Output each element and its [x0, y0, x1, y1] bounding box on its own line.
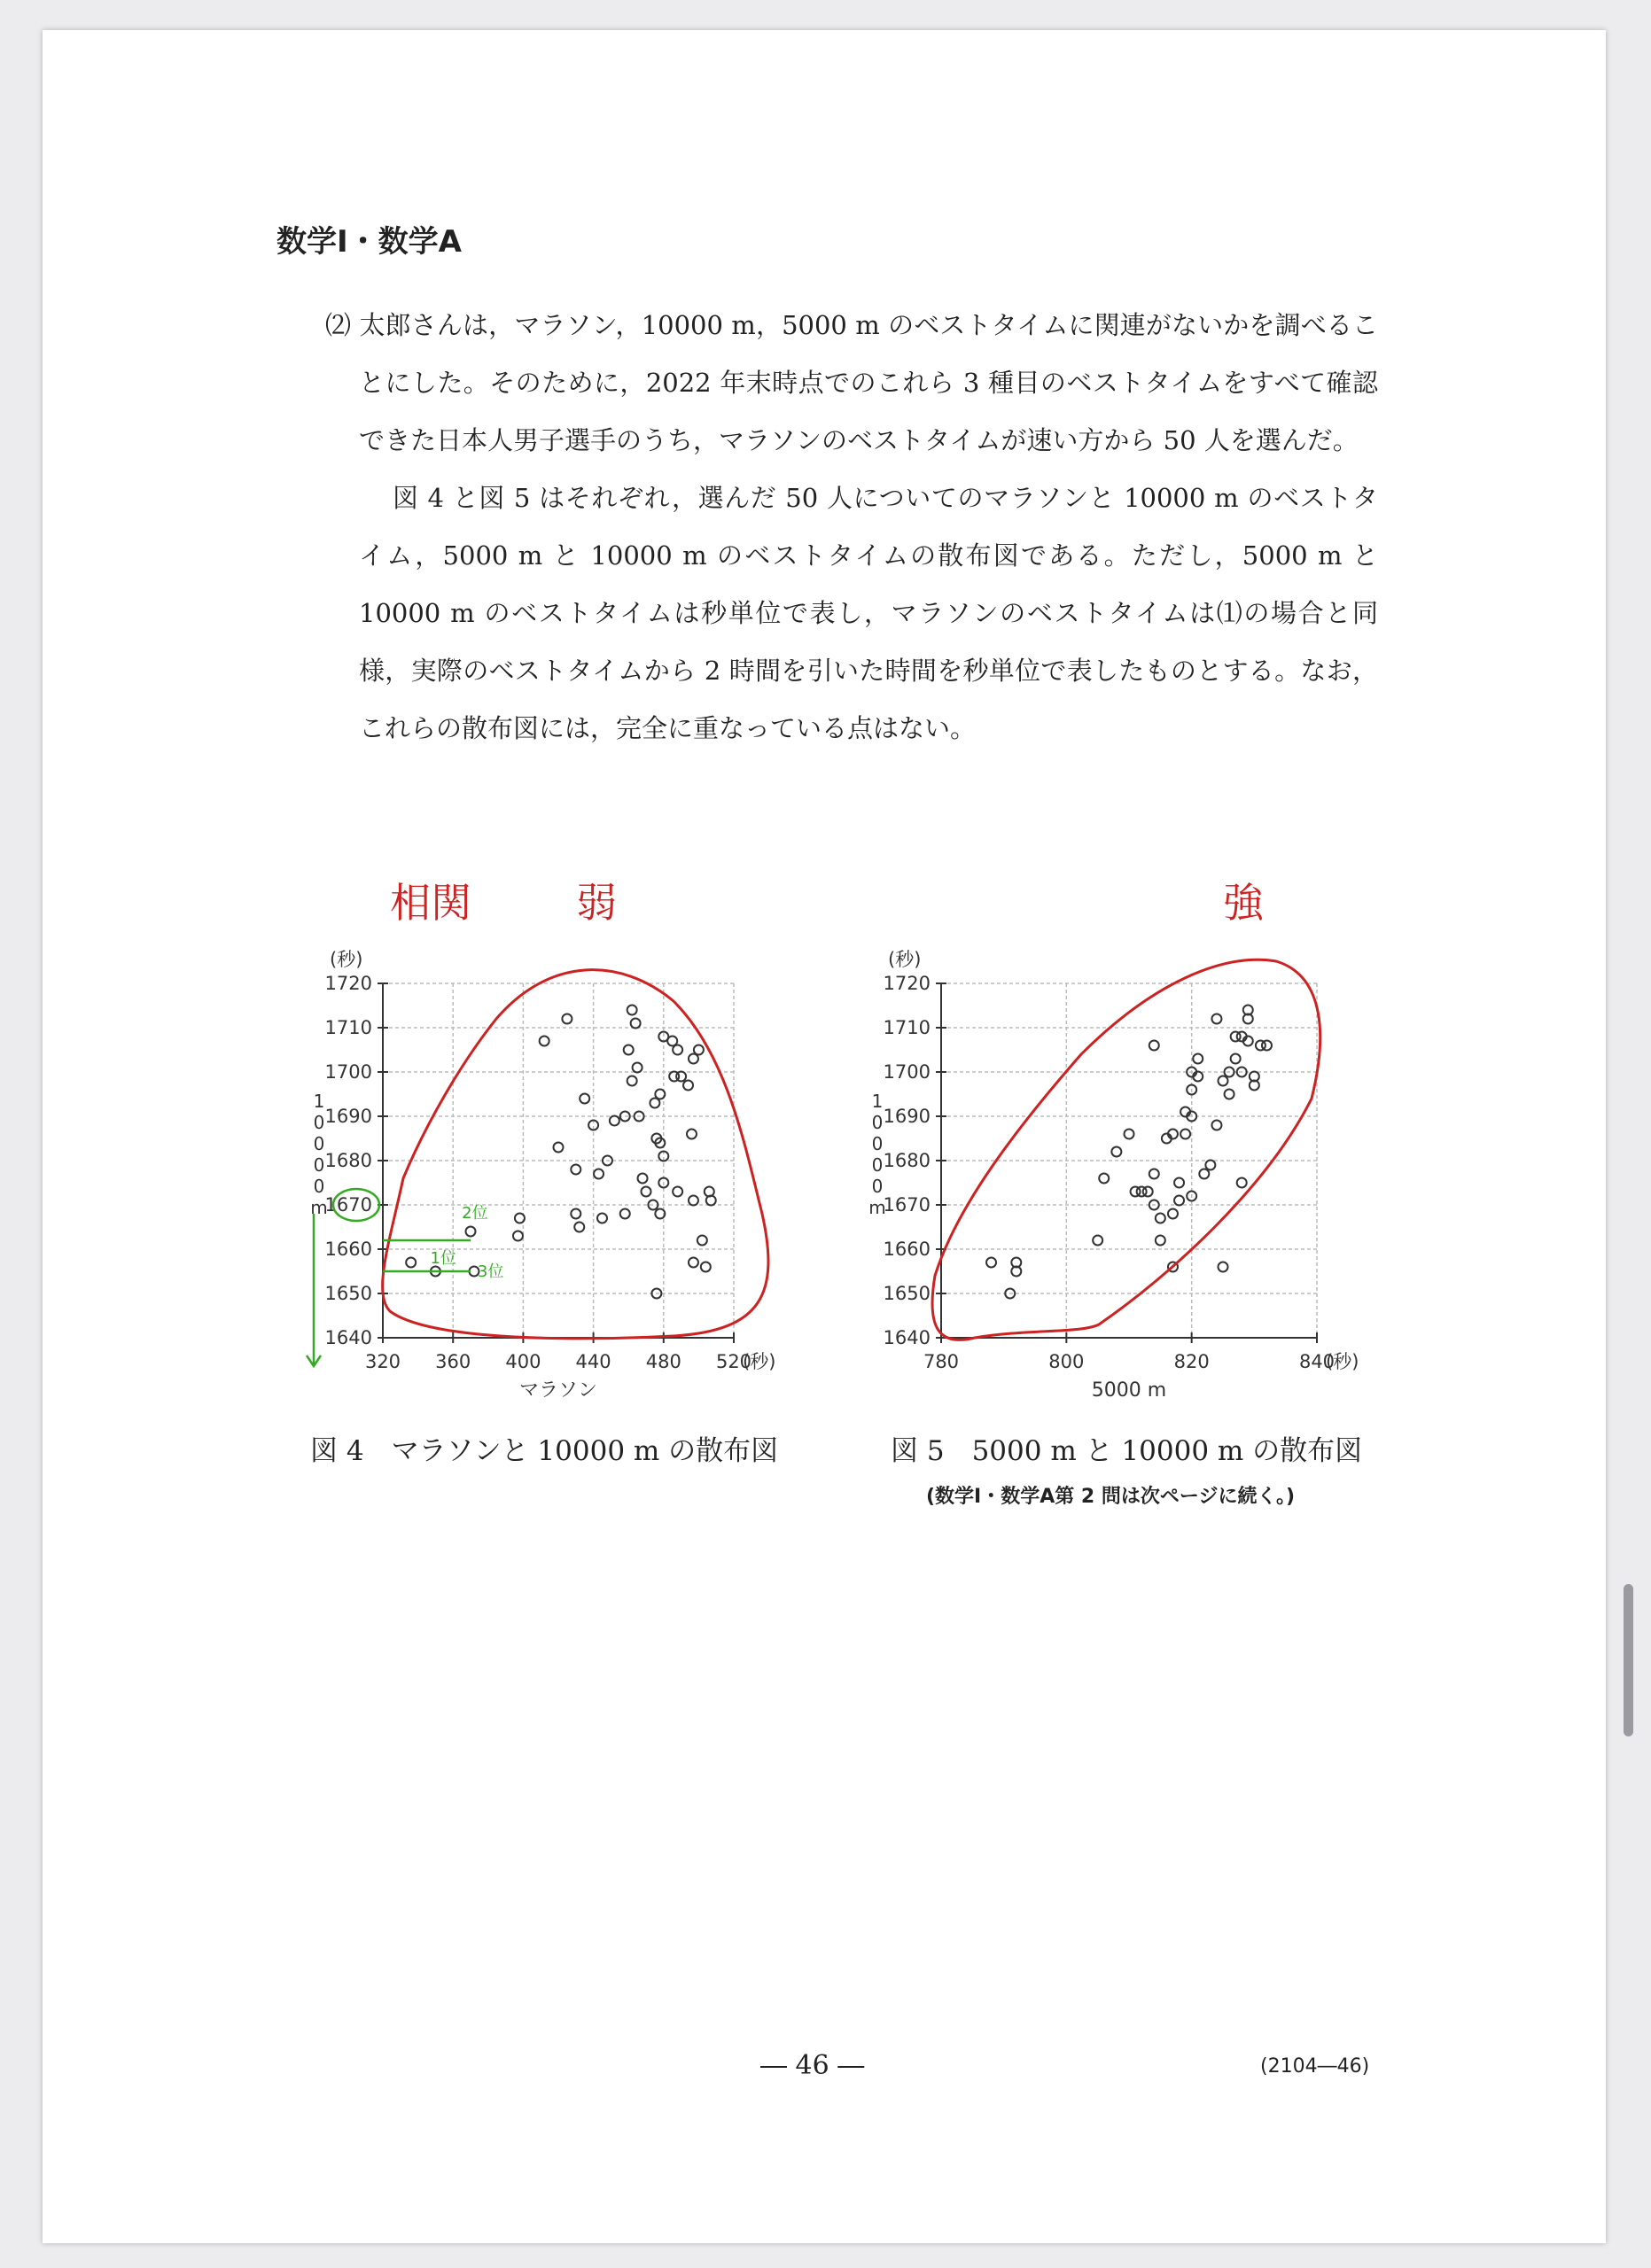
x-tick-label: 320	[364, 1351, 401, 1372]
data-point	[633, 1063, 642, 1073]
data-point	[562, 1014, 572, 1024]
y-unit-label: (秒)	[888, 949, 922, 970]
data-point	[1149, 1169, 1159, 1179]
paragraph-1: ⑵ 太郎さんは，マラソン，10000 m，5000 m のベストタイムに関連がないかを調べることにした。そのために，2022 年末時点でのこれら 3 種目のベストタイムをすべて確認できた日本人男子選手のうち，マラソンのベストタイムが速い方から 50 人を選んだ。	[325, 310, 1378, 455]
data-point	[1205, 1161, 1215, 1170]
annotation-rank3: 3位	[477, 1262, 504, 1281]
y-tick-label: 1660	[883, 1239, 931, 1260]
data-point	[1143, 1187, 1153, 1197]
data-point	[624, 1045, 634, 1055]
y-tick-label: 1720	[324, 973, 372, 994]
y-axis-label-char: 0	[313, 1133, 325, 1154]
y-axis-label-char: 0	[313, 1176, 325, 1197]
data-point	[466, 1227, 476, 1237]
figures	[0, 879, 1651, 1542]
data-point	[1219, 1262, 1228, 1272]
y-unit-label: (秒)	[330, 949, 363, 970]
data-point	[687, 1130, 697, 1139]
data-point	[554, 1143, 564, 1153]
y-tick-label: 1640	[324, 1327, 372, 1348]
data-point	[683, 1081, 693, 1091]
y-tick-label: 1690	[883, 1106, 931, 1127]
data-point	[1193, 1054, 1203, 1064]
y-axis-label-char: 1	[871, 1091, 884, 1112]
y-tick-label: 1710	[883, 1017, 931, 1038]
x-tick-label: 840	[1298, 1351, 1336, 1372]
data-point	[580, 1094, 589, 1104]
annotation-rank2: 2位	[462, 1204, 488, 1223]
data-point	[1219, 1076, 1228, 1086]
data-point	[689, 1196, 698, 1206]
x-tick-label: 360	[435, 1351, 471, 1372]
data-point	[1211, 1014, 1221, 1024]
paragraph-2: 図 4 と図 5 はそれぞれ，選んだ 50 人についてのマラソンと 10000 m のベストタイム，5000 m と 10000 m のベストタイムの散布図である。ただし，5000 m と 10000 m のベストタイムは秒単位で表し，マラソンのベストタイムは⑴の場合と同様，実際のベストタイムから 2 時間を引いた時間を秒単位で表したものとする。なお，これらの散布図には，完全に重なっている点はない。	[359, 483, 1378, 743]
y-axis-label-char: 0	[871, 1133, 884, 1154]
data-point	[571, 1165, 580, 1175]
x-tick-label: 440	[575, 1351, 611, 1372]
data-point	[1156, 1236, 1165, 1246]
y-tick-label: 1640	[883, 1327, 931, 1348]
figure-5-caption: 図 5 5000 m と 10000 m の散布図	[891, 1435, 1363, 1467]
data-point	[515, 1214, 525, 1223]
data-point	[650, 1099, 659, 1108]
data-point	[1199, 1169, 1209, 1179]
data-point	[574, 1223, 584, 1232]
y-axis-label-char: 0	[313, 1112, 325, 1133]
y-axis-label-char: m	[310, 1197, 328, 1218]
data-point	[1125, 1130, 1134, 1139]
data-point	[631, 1019, 641, 1029]
y-axis-label-char: 0	[871, 1112, 884, 1133]
data-point	[620, 1209, 630, 1219]
data-point	[1149, 1041, 1159, 1051]
data-point	[1211, 1121, 1221, 1130]
page-number: ― 46 ―	[760, 2050, 865, 2081]
data-point	[610, 1116, 619, 1126]
data-point	[1168, 1209, 1178, 1219]
x-tick-label: 800	[1048, 1351, 1085, 1372]
y-axis-label-char: 0	[871, 1154, 884, 1176]
scrollbar[interactable]	[1624, 1584, 1633, 1736]
annotation-souka: 相関	[390, 879, 471, 927]
y-tick-label: 1700	[324, 1061, 372, 1083]
annotation-rank1: 1位	[430, 1249, 456, 1268]
x-tick-label: 780	[923, 1351, 960, 1372]
data-point	[594, 1169, 604, 1179]
y-tick-label: 1720	[883, 973, 931, 994]
data-point	[676, 1072, 686, 1082]
data-point	[689, 1258, 698, 1268]
y-axis-label-char: m	[868, 1197, 886, 1218]
y-tick-label: 1670	[324, 1194, 372, 1216]
x-tick-label: 480	[645, 1351, 681, 1372]
data-point	[627, 1076, 637, 1086]
figures-svg	[0, 879, 1651, 1542]
data-point	[513, 1231, 523, 1241]
figure-4-caption: 図 4 マラソンと 10000 m の散布図	[310, 1435, 779, 1467]
y-tick-label: 1690	[324, 1106, 372, 1127]
data-point	[571, 1209, 580, 1219]
data-point	[694, 1045, 704, 1055]
data-point	[638, 1174, 648, 1184]
data-point	[627, 1006, 637, 1015]
data-point	[642, 1187, 651, 1197]
data-point	[701, 1262, 711, 1272]
data-point	[406, 1258, 416, 1268]
data-point	[986, 1258, 996, 1268]
page-code: (2104―46)	[1260, 2055, 1370, 2078]
data-point	[1262, 1041, 1272, 1051]
continue-note: (数学Ⅰ・数学A第 2 問は次ページに続く。)	[926, 1486, 1296, 1508]
data-point	[1174, 1178, 1184, 1188]
page-title: 数学Ⅰ・数学A	[276, 224, 462, 260]
y-tick-label: 1700	[883, 1061, 931, 1083]
x-tick-label: 520	[715, 1351, 752, 1372]
annotation-loop-fig5	[932, 959, 1320, 1340]
data-point	[1156, 1214, 1165, 1223]
data-point	[1231, 1054, 1241, 1064]
x-tick-label: 820	[1173, 1351, 1210, 1372]
problem-text	[325, 297, 1378, 757]
x-axis-label: マラソン	[518, 1379, 598, 1402]
data-point	[1099, 1174, 1109, 1184]
data-point	[673, 1187, 682, 1197]
data-point	[1237, 1178, 1247, 1188]
annotation-loop-fig4	[383, 970, 768, 1339]
y-axis-label-char: 0	[313, 1154, 325, 1176]
y-axis-label-char: 1	[313, 1091, 325, 1112]
figure-4-chart	[310, 949, 775, 1402]
y-tick-label: 1710	[324, 1017, 372, 1038]
data-point	[697, 1236, 707, 1246]
data-point	[1111, 1147, 1121, 1157]
y-tick-label: 1650	[324, 1283, 372, 1304]
y-tick-label: 1670	[883, 1194, 931, 1216]
x-axis-label: 5000 m	[1091, 1379, 1167, 1402]
y-axis-label-char: 0	[871, 1176, 884, 1197]
x-tick-label: 400	[505, 1351, 541, 1372]
data-point	[540, 1037, 549, 1046]
data-point	[1225, 1090, 1234, 1099]
data-point	[673, 1045, 682, 1055]
annotation-weak: 弱	[576, 879, 617, 927]
data-point	[1180, 1130, 1190, 1139]
y-tick-label: 1680	[324, 1150, 372, 1171]
x-unit-label: (秒)	[743, 1351, 776, 1372]
data-point	[1174, 1196, 1184, 1206]
y-tick-label: 1680	[883, 1150, 931, 1171]
data-point	[1093, 1236, 1102, 1246]
annotation-strong: 強	[1223, 879, 1264, 927]
y-tick-label: 1650	[883, 1283, 931, 1304]
data-point	[597, 1214, 607, 1223]
x-unit-label: (秒)	[1326, 1351, 1359, 1372]
y-tick-label: 1660	[324, 1239, 372, 1260]
